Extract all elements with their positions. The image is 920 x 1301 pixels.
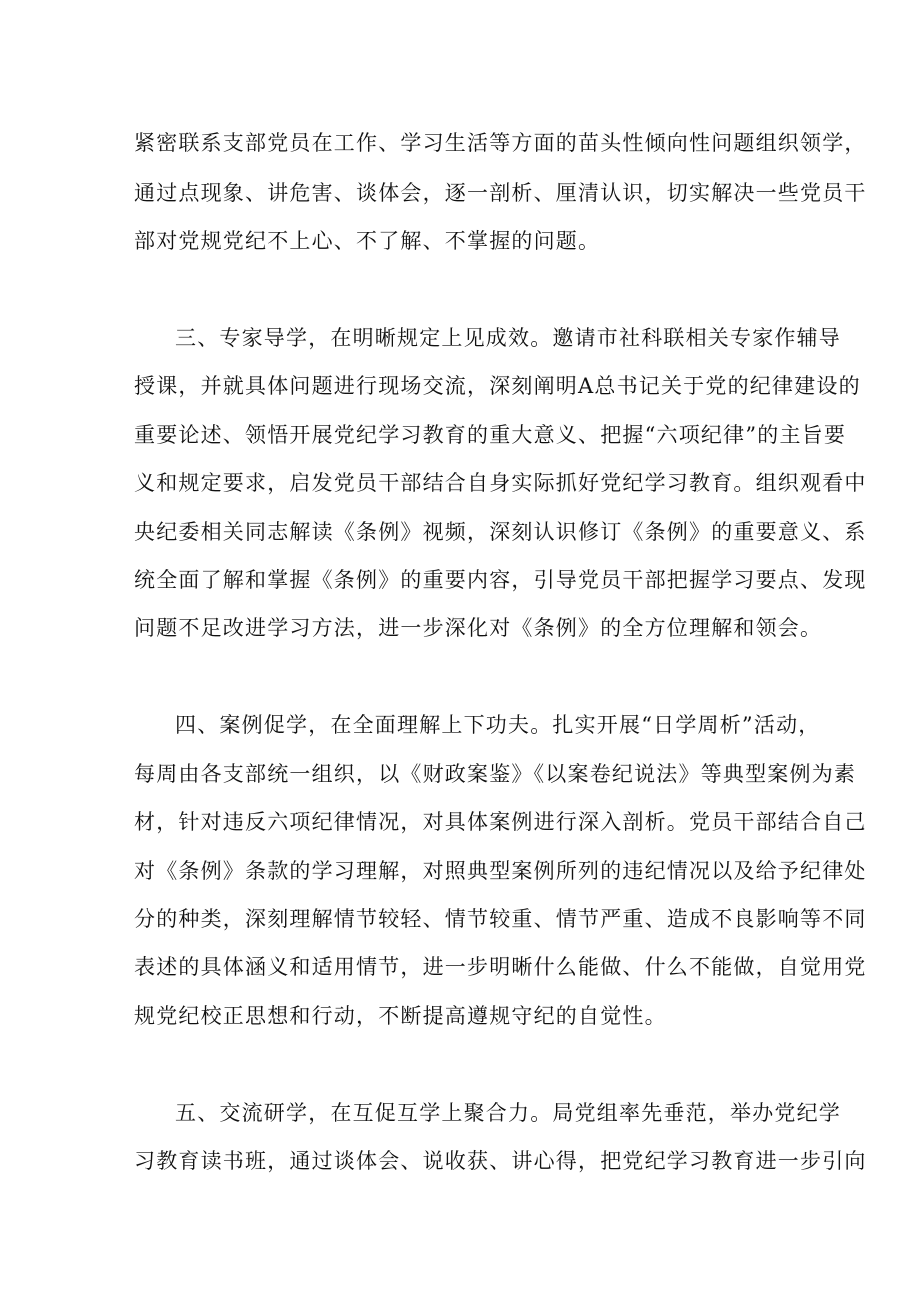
text-line: 表述的具体涵义和适用情节，进一步明晰什么能做、什么不能做，自觉用党 — [134, 955, 867, 979]
text-line: 紧密联系支部党员在工作、学习生活等方面的苗头性倾向性问题组织领学， — [134, 131, 867, 155]
section-heading-line: 三、专家导学，在明晰规定上见成效。邀请市社科联相关专家作辅导 — [175, 326, 841, 350]
text-line: 材，针对违反六项纪律情况，对具体案例进行深入剖析。党员干部结合自己 — [134, 810, 867, 834]
text-line: 习教育读书班，通过谈体会、说收获、讲心得，把党纪学习教育进一步引向 — [134, 1149, 867, 1173]
text-line: 分的种类，深刻理解情节较轻、情节较重、情节严重、造成不良影响等不同 — [134, 907, 867, 931]
text-line: 部对党规党纪不上心、不了解、不掌握的问题。 — [134, 229, 601, 253]
text-line: 义和规定要求，启发党员干部结合自身实际抓好党纪学习教育。组织观看中 — [134, 471, 867, 495]
section-heading-line: 四、案例促学，在全面理解上下功夫。扎实开展“日学周析”活动， — [175, 713, 821, 737]
text-line: 规党纪校正思想和行动，不断提高遵规守纪的自觉性。 — [134, 1004, 667, 1028]
text-line: 央纪委相关同志解读《条例》视频，深刻认识修订《条例》的重要意义、系 — [134, 520, 867, 544]
text-line: 重要论述、领悟开展党纪学习教育的重大意义、把握“六项纪律”的主旨要 — [134, 423, 847, 447]
text-line: 每周由各支部统一组织，以《财政案鉴》《以案卷纪说法》等典型案例为素 — [134, 762, 857, 786]
text-line: 问题不足改进学习方法，进一步深化对《条例》的全方位理解和领会。 — [134, 616, 823, 640]
text-line: 统全面了解和掌握《条例》的重要内容，引导党员干部把握学习要点、发现 — [134, 568, 867, 592]
section-heading-line: 五、交流研学，在互促互学上聚合力。局党组率先垂范，举办党纪学 — [175, 1101, 841, 1125]
text-line: 通过点现象、讲危害、谈体会，逐一剖析、厘清认识，切实解决一些党员干 — [134, 181, 867, 205]
text-line: 授课，并就具体问题进行现场交流，深刻阐明A总书记关于党的纪律建设的 — [134, 374, 861, 398]
text-line: 对《条例》条款的学习理解，对照典型案例所列的违纪情况以及给予纪律处 — [134, 859, 867, 883]
